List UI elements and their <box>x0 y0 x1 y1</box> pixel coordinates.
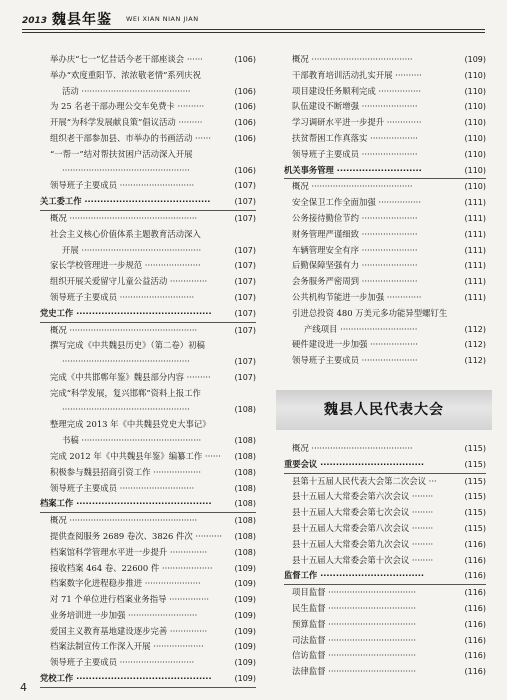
banner-title: 魏县人民代表大会 <box>324 402 444 418</box>
toc-entry-page: (112) <box>464 340 486 350</box>
toc-entry-page: (112) <box>464 324 486 334</box>
toc-entry-title: 车辆管理安全有序 ····················· <box>292 244 418 255</box>
toc-entry-page: (108) <box>234 547 256 557</box>
toc-entry-page: (106) <box>234 165 256 175</box>
toc-entry-title: 档案工作 ··········································· <box>40 498 212 509</box>
toc-entry-page: (110) <box>464 70 486 80</box>
toc-entry-page: (107) <box>234 197 256 207</box>
toc-entry <box>284 99 486 115</box>
toc-entry <box>284 68 486 84</box>
toc-entry <box>284 474 486 490</box>
toc-entry <box>40 68 256 84</box>
toc-entry <box>284 195 486 211</box>
toc-entry <box>40 465 256 481</box>
toc-entry-title: 概况 ················································ <box>50 324 198 335</box>
toc-entry-title: 组织老干部参加县、市举办的书画活动 ······ <box>50 132 212 143</box>
toc-entry-title: 撰写完成《中共魏县历史》（第二卷）初稿 <box>50 340 205 351</box>
toc-entry <box>284 353 486 369</box>
toc-entry-title: 提供查阅服务 2689 卷次、3826 件次 ·········· <box>50 530 223 541</box>
toc-entry-page: (106) <box>234 118 256 128</box>
toc-entry-title: 关工委工作 ········································ <box>40 196 211 207</box>
toc-entry-title: ················································ <box>62 403 190 414</box>
toc-entry-title: 概况 ······································ <box>292 54 413 64</box>
toc-entry <box>284 306 486 322</box>
toc-entry-page: (111) <box>464 261 486 271</box>
toc-entry-page: (111) <box>464 229 486 239</box>
toc-entry <box>284 601 486 617</box>
toc-entry <box>40 338 256 354</box>
header-year: 2013 <box>22 16 48 26</box>
toc-section-heading <box>40 671 256 688</box>
page-header <box>22 5 485 35</box>
toc-entry-page: (115) <box>464 492 486 502</box>
toc-entry <box>284 337 486 353</box>
toc-entry-title: 财务管理严谨细致 ····················· <box>292 228 418 239</box>
toc-entry-page: (112) <box>464 356 486 366</box>
section-banner <box>276 390 492 430</box>
toc-entry-title: 扶贫帮困工作真落实 ·················· <box>292 132 418 143</box>
toc-entry <box>40 481 256 497</box>
toc-entry-page: (116) <box>464 619 486 629</box>
toc-entry-title: 档案数字化进程稳步推进 ····················· <box>50 578 201 589</box>
toc-entry-title: 整理完成 2013 年《中共魏县党史大事记》 <box>50 419 211 430</box>
toc-entry <box>284 664 486 680</box>
toc-entry-page: (109) <box>234 563 256 573</box>
toc-entry <box>284 633 486 649</box>
toc-entry-page: (108) <box>234 516 256 526</box>
toc-entry-page: (115) <box>464 476 486 486</box>
toc-entry-title: 组织开展关爱留守儿童公益活动 ·············· <box>50 276 208 287</box>
toc-entry <box>40 290 256 306</box>
toc-entry-title: 司法监督 ································· <box>292 634 417 645</box>
toc-entry-page: (107) <box>234 213 256 223</box>
toc-entry-title: 引进总投资 480 万美元多功能异型螺钉生 <box>292 307 448 318</box>
toc-entry-title: 公务接待勤俭节约 ····················· <box>292 212 418 223</box>
toc-entry-page: (106) <box>234 86 256 96</box>
toc-entry-page: (107) <box>234 325 256 335</box>
header-title: 魏县年鉴 <box>52 12 112 28</box>
toc-entry-title: 机关事务管理 ··························· <box>284 164 422 175</box>
toc-entry-page: (106) <box>234 55 256 64</box>
toc-entry-page: (107) <box>234 181 256 191</box>
toc-entry-page: (108) <box>234 483 256 493</box>
toc-entry-title: 法律监督 ································· <box>292 666 417 677</box>
toc-entry <box>284 489 486 505</box>
toc-entry-page: (109) <box>464 55 486 64</box>
toc-entry-title: 干部教育培训活动扎实开展 ·········· <box>292 69 422 80</box>
toc-entry <box>40 323 256 339</box>
toc-entry-title: 举办“欢度重阳节、浓浓敬老情”系列庆祝 <box>50 69 201 80</box>
toc-entry-title: 监督工作 ································· <box>284 570 425 581</box>
toc-entry <box>284 505 486 521</box>
toc-entry-page: (110) <box>464 118 486 128</box>
toc-entry-page: (106) <box>234 102 256 112</box>
toc-entry <box>40 370 256 386</box>
toc-entry-page: (109) <box>234 595 256 605</box>
toc-entry <box>284 290 486 306</box>
toc-entry-title: 书稿 ············································· <box>62 435 202 446</box>
toc-entry-title: 接收档案 464 卷、22600 件 ··················· <box>50 562 213 573</box>
toc-entry-title: 党史工作 ··········································· <box>40 307 212 318</box>
toc-entry <box>40 84 256 100</box>
toc-entry-page: (109) <box>234 579 256 589</box>
toc-entry-title: 爱国主义教育基地建设逐步完善 ·············· <box>50 625 208 636</box>
toc-entry-title: 项目建设任务顺利完成 ················ <box>292 85 422 96</box>
toc-entry <box>284 537 486 553</box>
toc-entry-title: ················································ <box>62 164 190 175</box>
toc-entry <box>284 521 486 537</box>
toc-section-heading <box>284 457 486 474</box>
toc-entry-title: 信访监督 ································· <box>292 650 417 661</box>
toc-entry-page: (109) <box>234 642 256 652</box>
toc-entry <box>284 553 486 569</box>
toc-entry <box>284 179 486 195</box>
toc-entry-page: (108) <box>234 436 256 446</box>
toc-section-heading <box>284 568 486 585</box>
toc-right-column-top <box>284 52 486 369</box>
toc-entry-page: (107) <box>234 245 256 255</box>
toc-entry-title: 安全保卫工作全面加强 ················ <box>292 197 422 208</box>
toc-entry <box>40 624 256 640</box>
toc-entry <box>40 163 256 179</box>
toc-entry-page: (115) <box>464 523 486 533</box>
toc-entry <box>40 639 256 655</box>
toc-entry-title: 概况 ······································ <box>292 443 413 453</box>
toc-entry-title: 完成《中共邯郸年鉴》魏县部分内容 ········· <box>50 371 211 382</box>
toc-entry <box>40 258 256 274</box>
toc-entry-title: 产线项目 ····························· <box>304 323 418 334</box>
toc-entry-page: (107) <box>234 277 256 287</box>
toc-entry-title: 领导班子主要成员 ····················· <box>292 355 418 366</box>
toc-entry-page: (116) <box>464 555 486 565</box>
toc-entry-page: (115) <box>464 444 486 453</box>
toc-entry-page: (107) <box>234 372 256 382</box>
toc-entry <box>40 243 256 259</box>
toc-section-heading <box>284 163 486 180</box>
toc-entry-title: 预算监督 ································· <box>292 618 417 629</box>
toc-entry-page: (108) <box>234 451 256 461</box>
toc-entry-title: 硬件建设进一步加强 ·················· <box>292 339 418 350</box>
toc-entry-title: 领导班子主要成员 ···························· <box>50 657 195 668</box>
header-rule-secondary <box>22 32 485 33</box>
toc-entry-title: 对 71 个单位进行档案业务指导 ··············· <box>50 594 210 605</box>
toc-entry-title: 重要会议 ································· <box>284 458 425 469</box>
toc-entry-title: 公共机构节能进一步加强 ············· <box>292 291 422 302</box>
toc-entry <box>40 115 256 131</box>
toc-entry <box>40 592 256 608</box>
toc-entry-title: 开展“为科学发展献良策”倡议活动 ········· <box>50 117 203 128</box>
toc-entry <box>284 227 486 243</box>
toc-entry-title: 完成 2012 年《中共魏县年鉴》编纂工作 ······ <box>50 450 221 461</box>
toc-entry-page: (108) <box>234 467 256 477</box>
toc-entry <box>40 402 256 418</box>
toc-entry <box>40 545 256 561</box>
toc-entry-title: 项目监督 ································· <box>292 587 417 598</box>
toc-entry-title: 档案法制宣传工作深入开展 ··················· <box>50 641 204 652</box>
toc-right-column-bottom <box>284 441 486 680</box>
toc-entry-page: (110) <box>464 149 486 159</box>
toc-entry-title: 活动 ········································· <box>62 85 191 96</box>
toc-entry-title: 社会主义核心价值体系主题教育活动深入 <box>50 228 201 239</box>
toc-entry-page: (116) <box>464 651 486 661</box>
toc-entry <box>40 147 256 163</box>
toc-entry <box>284 585 486 601</box>
toc-entry <box>284 258 486 274</box>
toc-entry <box>40 417 256 433</box>
toc-entry <box>284 648 486 664</box>
toc-entry <box>284 211 486 227</box>
toc-entry-title: 领导班子主要成员 ···························· <box>50 482 195 493</box>
toc-entry <box>40 211 256 227</box>
toc-entry-title: 县十五届人大常委会第八次会议 ········ <box>292 522 434 533</box>
toc-entry-page: (116) <box>464 603 486 613</box>
toc-entry-page: (107) <box>234 308 256 318</box>
toc-entry-page: (109) <box>234 658 256 668</box>
toc-entry-page: (108) <box>234 531 256 541</box>
toc-entry-page: (110) <box>464 133 486 143</box>
toc-entry <box>40 354 256 370</box>
toc-entry-page: (109) <box>234 674 256 684</box>
toc-entry-page: (116) <box>464 571 486 581</box>
toc-entry <box>284 115 486 131</box>
toc-entry-title: 队伍建设不断增强 ····················· <box>292 101 418 112</box>
toc-entry-title: 县十五届人大常委会第六次会议 ········ <box>292 491 434 502</box>
toc-entry-page: (110) <box>464 86 486 96</box>
toc-entry-page: (110) <box>464 182 486 192</box>
toc-entry <box>40 274 256 290</box>
toc-entry-title: 档案馆科学管理水平进一步提升 ·············· <box>50 546 208 557</box>
toc-entry-title: 举办庆“七一”忆昔话今老干部座谈会 ······ <box>50 54 203 64</box>
toc-entry <box>40 561 256 577</box>
toc-entry-title: 县十五届人大常委会第十次会议 ········ <box>292 554 434 565</box>
toc-entry-title: 县十五届人大常委会第七次会议 ········ <box>292 507 434 518</box>
toc-entry-page: (108) <box>234 404 256 414</box>
toc-entry <box>40 513 256 529</box>
toc-entry-title: 后勤保障坚强有力 ····················· <box>292 260 418 271</box>
toc-entry <box>40 99 256 115</box>
toc-entry-title: 领导班子主要成员 ···························· <box>50 291 195 302</box>
toc-entry-page: (109) <box>234 610 256 620</box>
toc-entry-title: 领导班子主要成员 ····················· <box>292 148 418 159</box>
toc-entry-title: 开展 ············································· <box>62 244 202 255</box>
toc-entry-title: ················································ <box>62 356 190 367</box>
toc-entry-title: 党校工作 ··········································· <box>40 673 212 684</box>
toc-entry <box>40 655 256 671</box>
toc-entry-page: (111) <box>464 198 486 208</box>
toc-entry-title: 概况 ················································ <box>50 515 198 526</box>
toc-entry-page: (115) <box>464 508 486 518</box>
toc-entry-page: (109) <box>234 626 256 636</box>
toc-entry-title: 为 25 名老干部办理公交车免费卡 ·········· <box>50 101 205 112</box>
toc-entry-title: 县第十五届人民代表大会第二次会议 ··· <box>292 475 437 486</box>
toc-entry <box>40 449 256 465</box>
toc-entry-title: 完成“科学发展，复兴邯郸”资料上报工作 <box>50 387 201 398</box>
toc-entry <box>284 84 486 100</box>
toc-entry-page: (110) <box>464 102 486 112</box>
toc-entry-page: (111) <box>464 213 486 223</box>
toc-entry <box>284 274 486 290</box>
toc-entry-page: (110) <box>464 165 486 175</box>
toc-entry-title: 概况 ················································ <box>50 212 198 223</box>
toc-entry-page: (107) <box>234 357 256 367</box>
toc-entry <box>284 617 486 633</box>
toc-entry-title: 县十五届人大常委会第九次会议 ········ <box>292 538 434 549</box>
toc-entry-title: 家长学校管理进一步规范 ····················· <box>50 260 201 271</box>
toc-entry-page: (107) <box>234 292 256 302</box>
toc-entry-title: 学习调研水平进一步提升 ············· <box>292 117 422 128</box>
toc-entry-page: (116) <box>464 588 486 598</box>
toc-entry-title: 业务培训进一步加强 ·························· <box>50 609 198 620</box>
toc-entry-page: (108) <box>234 499 256 509</box>
toc-entry <box>284 441 486 457</box>
toc-entry-page: (111) <box>464 245 486 255</box>
toc-entry <box>284 243 486 259</box>
toc-entry-page: (115) <box>464 459 486 469</box>
toc-entry-page: (116) <box>464 667 486 677</box>
toc-section-heading <box>40 496 256 513</box>
toc-entry-page: (116) <box>464 635 486 645</box>
toc-entry <box>40 131 256 147</box>
toc-section-heading <box>40 306 256 323</box>
toc-entry-page: (116) <box>464 539 486 549</box>
toc-entry <box>40 576 256 592</box>
toc-entry <box>40 608 256 624</box>
toc-entry-page: (107) <box>234 261 256 271</box>
toc-entry-title: “一帮一”结对帮扶贫困户活动深入开展 <box>50 148 193 159</box>
toc-entry <box>284 131 486 147</box>
page-number: 4 <box>20 681 27 694</box>
toc-entry-title: 积极参与魏县招商引资工作 ·················· <box>50 466 202 477</box>
toc-entry <box>40 52 256 68</box>
toc-entry-title: 领导班子主要成员 ···························· <box>50 180 195 191</box>
toc-entry <box>40 178 256 194</box>
toc-entry-title: 会务服务严密周到 ····················· <box>292 276 418 287</box>
toc-entry <box>40 529 256 545</box>
toc-entry <box>40 386 256 402</box>
toc-entry <box>284 147 486 163</box>
toc-entry-title: 民生监督 ································· <box>292 602 417 613</box>
toc-entry-page: (106) <box>234 133 256 143</box>
toc-entry-page: (111) <box>464 277 486 287</box>
toc-left-column <box>40 52 256 688</box>
header-rule <box>22 29 485 30</box>
toc-section-heading <box>40 194 256 211</box>
toc-entry <box>40 227 256 243</box>
toc-entry-page: (111) <box>464 292 486 302</box>
toc-entry <box>284 322 486 338</box>
toc-entry <box>284 52 486 68</box>
header-pinyin: WEI XIAN NIAN JIAN <box>126 15 199 23</box>
toc-entry <box>40 433 256 449</box>
toc-entry-title: 概况 ······································ <box>292 181 413 192</box>
